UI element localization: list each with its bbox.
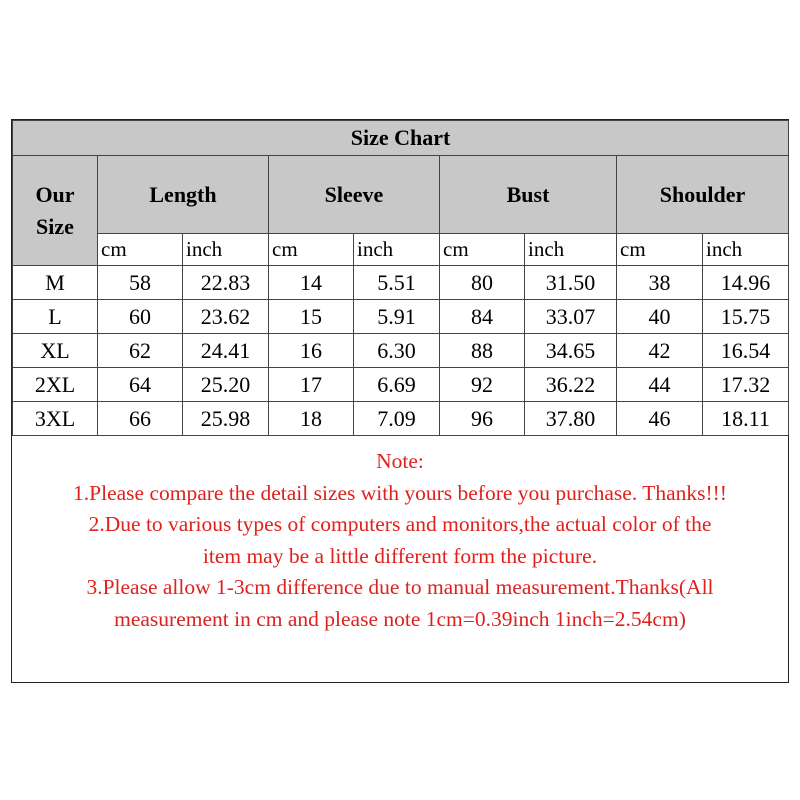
length-inch-cell: 23.62	[183, 300, 269, 334]
bust-cm-cell: 84	[440, 300, 525, 334]
size-cell: 2XL	[13, 368, 98, 402]
unit-sleeve-inch: inch	[354, 234, 440, 266]
bust-inch-cell: 36.22	[525, 368, 617, 402]
bust-inch-cell: 37.80	[525, 402, 617, 436]
note-line-3b: measurement in cm and please note 1cm=0.39inch 1inch=2.54cm)	[114, 606, 686, 631]
note-line-1: 1.Please compare the detail sizes with yours before you purchase. Thanks!!!	[73, 480, 727, 505]
bust-inch-cell: 31.50	[525, 266, 617, 300]
length-inch-cell: 24.41	[183, 334, 269, 368]
sleeve-inch-cell: 5.91	[354, 300, 440, 334]
length-inch-cell: 22.83	[183, 266, 269, 300]
size-cell: L	[13, 300, 98, 334]
bust-cm-cell: 96	[440, 402, 525, 436]
sleeve-inch-cell: 6.30	[354, 334, 440, 368]
table-row	[13, 266, 789, 300]
header-sleeve: Sleeve	[269, 156, 440, 234]
length-inch-cell: 25.20	[183, 368, 269, 402]
sleeve-cm-cell: 15	[269, 300, 354, 334]
header-shoulder: Shoulder	[617, 156, 789, 234]
length-cm-cell: 66	[98, 402, 183, 436]
shoulder-inch-cell: 14.96	[703, 266, 789, 300]
notes-section	[12, 446, 788, 635]
shoulder-cm-cell: 42	[617, 334, 703, 368]
header-bust: Bust	[440, 156, 617, 234]
unit-shoulder-inch: inch	[703, 234, 789, 266]
bust-inch-cell: 33.07	[525, 300, 617, 334]
shoulder-inch-cell: 18.11	[703, 402, 789, 436]
sleeve-cm-cell: 17	[269, 368, 354, 402]
bust-cm-cell: 92	[440, 368, 525, 402]
bust-cm-cell: 80	[440, 266, 525, 300]
sleeve-cm-cell: 16	[269, 334, 354, 368]
shoulder-cm-cell: 46	[617, 402, 703, 436]
table-row	[13, 402, 789, 436]
table-title: Size Chart	[13, 121, 789, 156]
table-row	[13, 368, 789, 402]
shoulder-cm-cell: 40	[617, 300, 703, 334]
note-line-2a: 2.Due to various types of computers and monitors,the actual color of the	[88, 512, 712, 536]
length-inch-cell: 25.98	[183, 402, 269, 436]
header-our-size-line1: Our	[35, 181, 75, 207]
bust-inch-cell: 34.65	[525, 334, 617, 368]
length-cm-cell: 60	[98, 300, 183, 334]
shoulder-inch-cell: 17.32	[703, 368, 789, 402]
sleeve-cm-cell: 18	[269, 402, 354, 436]
size-cell: 3XL	[13, 402, 98, 436]
table-row	[13, 300, 789, 334]
sleeve-cm-cell: 14	[269, 266, 354, 300]
header-our-size-line2: Size	[36, 213, 74, 239]
unit-sleeve-cm: cm	[269, 234, 354, 266]
length-cm-cell: 64	[98, 368, 183, 402]
size-cell: M	[13, 266, 98, 300]
table-row	[13, 334, 789, 368]
unit-length-inch: inch	[183, 234, 269, 266]
sleeve-inch-cell: 6.69	[354, 368, 440, 402]
size-table	[12, 120, 789, 436]
unit-length-cm: cm	[98, 234, 183, 266]
sleeve-inch-cell: 7.09	[354, 402, 440, 436]
note-line-2b: item may be a little different form the picture.	[202, 543, 598, 568]
unit-bust-cm: cm	[440, 234, 525, 266]
header-our-size	[13, 156, 98, 266]
shoulder-inch-cell: 16.54	[703, 334, 789, 368]
note-heading: Note:	[376, 449, 424, 473]
length-cm-cell: 62	[98, 334, 183, 368]
size-chart	[11, 119, 789, 683]
size-cell: XL	[13, 334, 98, 368]
shoulder-cm-cell: 38	[617, 266, 703, 300]
bust-cm-cell: 88	[440, 334, 525, 368]
sleeve-inch-cell: 5.51	[354, 266, 440, 300]
shoulder-inch-cell: 15.75	[703, 300, 789, 334]
shoulder-cm-cell: 44	[617, 368, 703, 402]
note-line-3a: 3.Please allow 1-3cm difference due to manual measurement.Thanks(All	[86, 575, 714, 599]
unit-shoulder-cm: cm	[617, 234, 703, 266]
header-length: Length	[98, 156, 269, 234]
unit-bust-inch: inch	[525, 234, 617, 266]
length-cm-cell: 58	[98, 266, 183, 300]
